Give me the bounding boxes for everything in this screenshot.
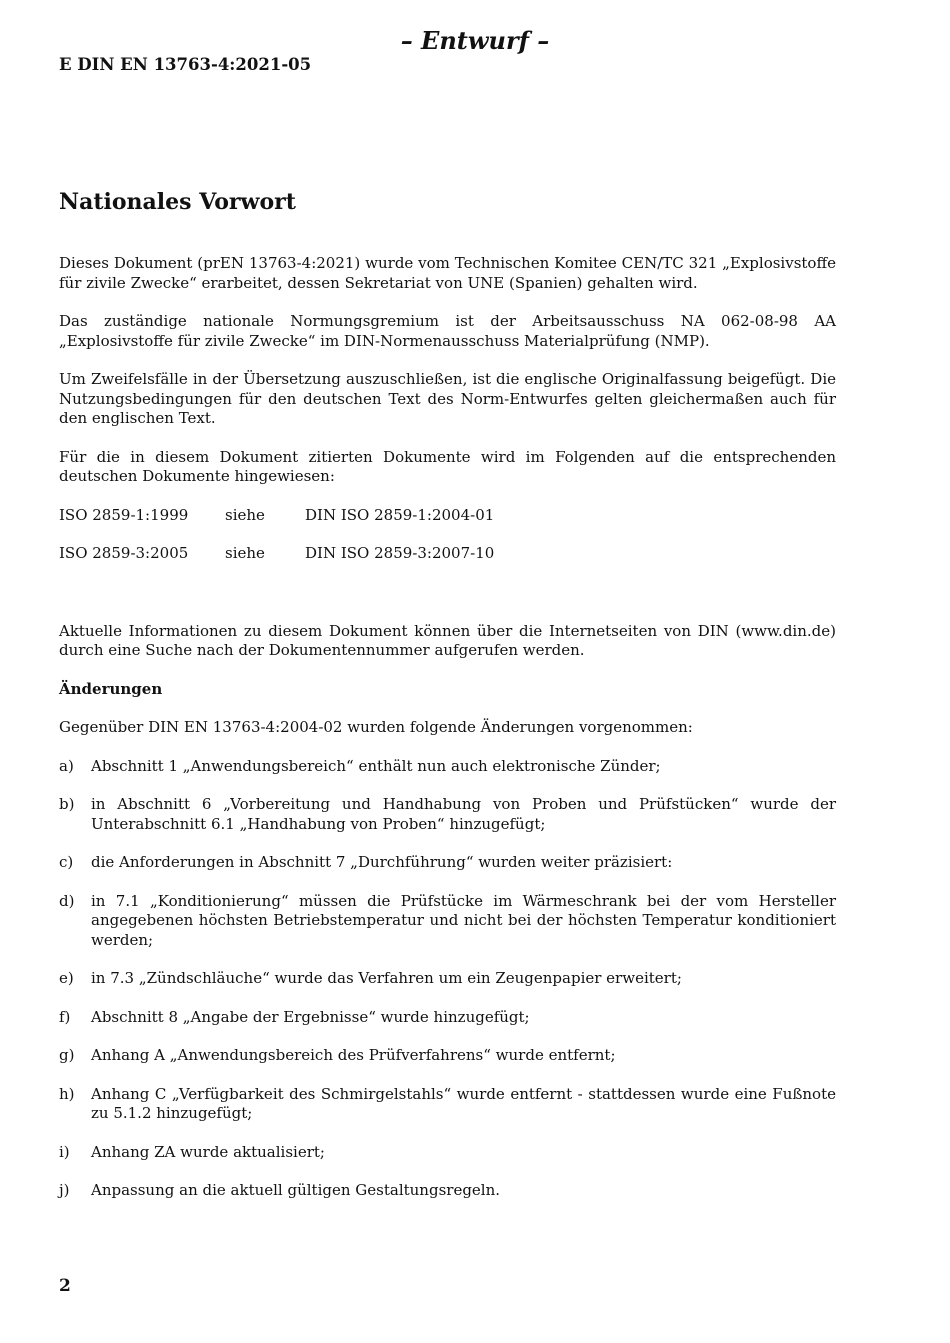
section-title: Nationales Vorwort <box>59 189 296 215</box>
paragraph-national-body: Das zuständige nationale Normungsgremium ist der Arbeitsausschuss NA 062-08-98 AA „Explosivstoffe für zivile Zwecke“ im DIN-Normenausschuss Materialprüfung (NMP). <box>59 312 836 350</box>
list-text: die Anforderungen in Abschnitt 7 „Durchführung“ wurden weiter präzisiert: <box>91 853 673 871</box>
paragraph-references-intro: Für die in diesem Dokument zitierten Dokumente wird im Folgenden auf die entsprechenden deutschen Dokumente hingewiesen: <box>59 447 836 485</box>
list-text: Anpassung an die aktuell gültigen Gestaltungsregeln. <box>91 1181 501 1199</box>
paragraph-committee: Dieses Dokument (prEN 13763-4:2021) wurde vom Technischen Komitee CEN/TC 321 „Explosivstoffe für zivile Zwecke“ erarbeitet, dessen Sekretariat von UNE (Spanien) gehalten wird. <box>59 254 836 292</box>
changes-intro: Gegenüber DIN EN 13763-4:2004-02 wurden folgende Änderungen vorgenommen: <box>59 718 693 736</box>
reference-see: siehe <box>225 544 265 562</box>
list-item <box>59 757 836 777</box>
reference-row <box>59 544 836 564</box>
paragraph-translation: Um Zweifelsfälle in der Übersetzung auszuschließen, ist die englische Originalfassung beigefügt. Die Nutzungsbedingungen für den deutschen Text des Norm-Entwurfes gelten gleichermaßen auch für den englischen Text. <box>59 370 836 427</box>
list-marker: j) <box>59 1181 70 1199</box>
paragraph-info: Aktuelle Informationen zu diesem Dokument können über die Internetseiten von DIN (www.din.de) durch eine Suche nach der Dokumentennummer aufgerufen werden. <box>59 621 836 659</box>
list-text: Abschnitt 8 „Angabe der Ergebnisse“ wurde hinzugefügt; <box>91 1007 530 1026</box>
list-marker: c) <box>59 853 74 871</box>
list-marker: g) <box>59 1046 75 1064</box>
list-marker: d) <box>59 891 75 910</box>
list-item <box>59 969 836 989</box>
list-marker: h) <box>59 1084 75 1103</box>
list-item <box>59 1046 836 1066</box>
reference-din: DIN ISO 2859-1:2004-01 <box>305 505 495 524</box>
document-number: E DIN EN 13763-4:2021-05 <box>59 55 312 74</box>
list-text: in 7.1 „Konditionierung“ müssen die Prüfstücke im Wärmeschrank bei der vom Hersteller angegebenen höchsten Betriebstemperatur und nicht bei der höchsten Temperatur konditioniert werden; <box>91 891 836 949</box>
list-item <box>59 1143 836 1163</box>
draft-label: – Entwurf – <box>400 26 550 55</box>
reference-iso: ISO 2859-3:2005 <box>59 544 189 562</box>
list-text: Anhang ZA wurde aktualisiert; <box>91 1142 325 1161</box>
list-marker: e) <box>59 969 74 987</box>
list-item <box>59 1085 836 1124</box>
list-text: Anhang A „Anwendungsbereich des Prüfverfahrens“ wurde entfernt; <box>91 1046 616 1064</box>
list-text: in 7.3 „Zündschläuche“ wurde das Verfahren um ein Zeugenpapier erweitert; <box>91 969 682 987</box>
list-item <box>59 795 836 834</box>
changes-heading: Änderungen <box>59 679 163 698</box>
page-content <box>59 186 836 1220</box>
page-number: 2 <box>59 1276 71 1296</box>
list-item <box>59 892 836 951</box>
list-item <box>59 1008 836 1028</box>
list-text: Anhang C „Verfügbarkeit des Schmirgelstahls“ wurde entfernt - stattdessen wurde eine Fußnote zu 5.1.2 hinzugefügt; <box>91 1084 836 1122</box>
reference-row <box>59 506 836 526</box>
list-item <box>59 853 836 873</box>
list-marker: f) <box>59 1007 71 1026</box>
list-text: in Abschnitt 6 „Vorbereitung und Handhabung von Proben und Prüfstücken“ wurde der Unterabschnitt 6.1 „Handhabung von Proben“ hinzugefügt; <box>91 795 836 833</box>
list-text: Abschnitt 1 „Anwendungsbereich“ enthält nun auch elektronische Zünder; <box>91 756 661 775</box>
list-item <box>59 1181 836 1201</box>
reference-see: siehe <box>225 505 265 524</box>
list-marker: a) <box>59 756 74 775</box>
reference-iso: ISO 2859-1:1999 <box>59 505 189 524</box>
list-marker: b) <box>59 795 75 813</box>
reference-din: DIN ISO 2859-3:2007-10 <box>305 544 495 562</box>
list-marker: i) <box>59 1142 70 1161</box>
